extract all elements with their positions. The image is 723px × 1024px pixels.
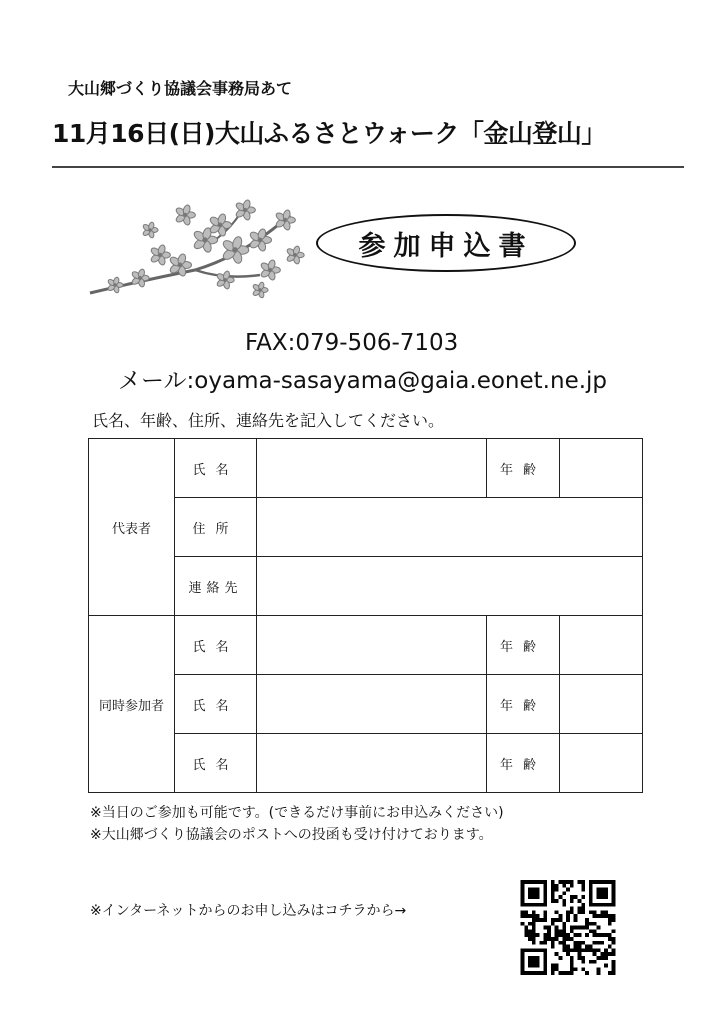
page-title: 11月16日(日)大山ふるさとウォーク「金山登山」 [52, 119, 606, 148]
form-title-ellipse [316, 214, 576, 272]
note-postbox: ※大山郷づくり協議会のポストへの投函も受け付けております。 [90, 827, 493, 843]
companion-1-name-field[interactable] [257, 616, 487, 675]
qr-code-icon[interactable] [518, 880, 618, 975]
companion-label: 同時参加者 [89, 616, 175, 793]
rep-name-label: 氏名 [175, 439, 257, 498]
rep-address-field[interactable] [257, 498, 643, 557]
companion-2-name-label: 氏名 [175, 675, 257, 734]
application-form-table [88, 438, 643, 793]
addressee: 大山郷づくり協議会事務局あて [68, 79, 293, 98]
representative-label: 代表者 [89, 439, 175, 616]
rep-age-field[interactable] [560, 439, 643, 498]
companion-1-age-field[interactable] [560, 616, 643, 675]
rep-contact-field[interactable] [257, 557, 643, 616]
companion-2-name-field[interactable] [257, 675, 487, 734]
rep-contact-label: 連絡先 [175, 557, 257, 616]
note-same-day: ※当日のご参加も可能です。(できるだけ事前にお申込みください) [90, 805, 504, 821]
email-address: メール:oyama-sasayama@gaia.eonet.ne.jp [118, 368, 608, 394]
companion-3-age-field[interactable] [560, 734, 643, 793]
companion-2-age-field[interactable] [560, 675, 643, 734]
title-divider [52, 166, 684, 168]
internet-note: ※インターネットからのお申し込みはコチラから→ [90, 903, 407, 919]
companion-2-age-label: 年齢 [487, 675, 560, 734]
rep-age-label: 年齢 [487, 439, 560, 498]
rep-address-label: 住所 [175, 498, 257, 557]
companion-1-age-label: 年齢 [487, 616, 560, 675]
companion-1-name-label: 氏名 [175, 616, 257, 675]
companion-3-name-label: 氏名 [175, 734, 257, 793]
instruction-text: 氏名、年齢、住所、連絡先を記入してください。 [92, 411, 445, 430]
companion-3-age-label: 年齢 [487, 734, 560, 793]
fax-number: FAX:079-506-7103 [245, 330, 459, 356]
form-title: 参加申込書 [358, 230, 534, 262]
flowering-branch-icon [85, 185, 320, 310]
companion-3-name-field[interactable] [257, 734, 487, 793]
rep-name-field[interactable] [257, 439, 487, 498]
